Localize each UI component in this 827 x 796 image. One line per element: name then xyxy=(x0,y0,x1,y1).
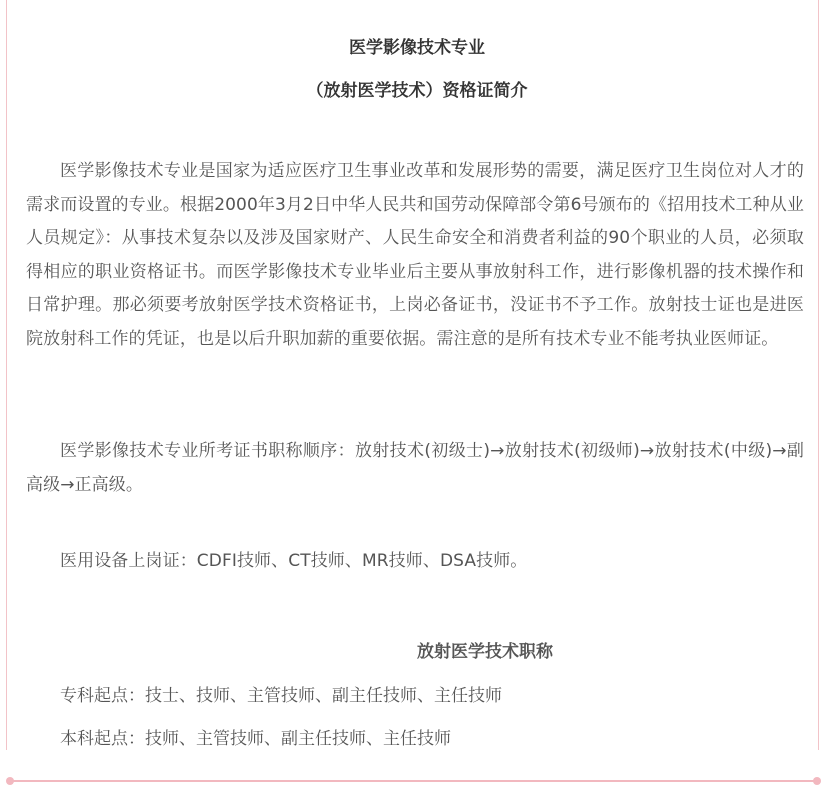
list-item-college-start: 专科起点：技士、技师、主管技师、副主任技师、主任技师 xyxy=(60,686,502,706)
intro-paragraph: 医学影像技术专业是国家为适应医疗卫生事业改革和发展形势的需要，满足医疗卫生岗位对人才的需求而设置的专业。根据2000年3月2日中华人民共和国劳动保障部令第6号颁布的《招用技术工种从业人员规定》：从事技术复杂以及涉及国家财产、人民生命安全和消费者利益的90个职业的人员，必须取得相应的职业资格证书。而医学影像技术专业毕业后主要从事放射科工作，进行影像机器的技术操作和日常护理。那必须要考放射医学技术资格证书，上岗必备证书，没证书不予工作。放射技士证也是进医院放射科工作的凭证，也是以后升职加薪的重要依据。需注意的是所有技术专业不能考执业医师证。 xyxy=(26,161,804,349)
page-subtitle: （放射医学技术）资格证简介 xyxy=(306,81,528,101)
bottom-divider xyxy=(10,780,818,782)
divider-left-dot xyxy=(6,777,14,785)
page-title: 医学影像技术专业 xyxy=(349,38,485,58)
divider-right-dot xyxy=(813,777,821,785)
certificate-order-paragraph: 医学影像技术专业所考证书职称顺序：放射技术(初级士)→放射技术(初级师)→放射技术(中级)→副高级→正高级。 xyxy=(26,441,804,495)
section-heading: 放射医学技术职称 xyxy=(417,642,553,662)
equipment-certificate-paragraph: 医用设备上岗证：CDFI技师、CT技师、MR技师、DSA技师。 xyxy=(60,551,528,571)
list-item-bachelor-start: 本科起点：技师、主管技师、副主任技师、主任技师 xyxy=(60,729,451,749)
